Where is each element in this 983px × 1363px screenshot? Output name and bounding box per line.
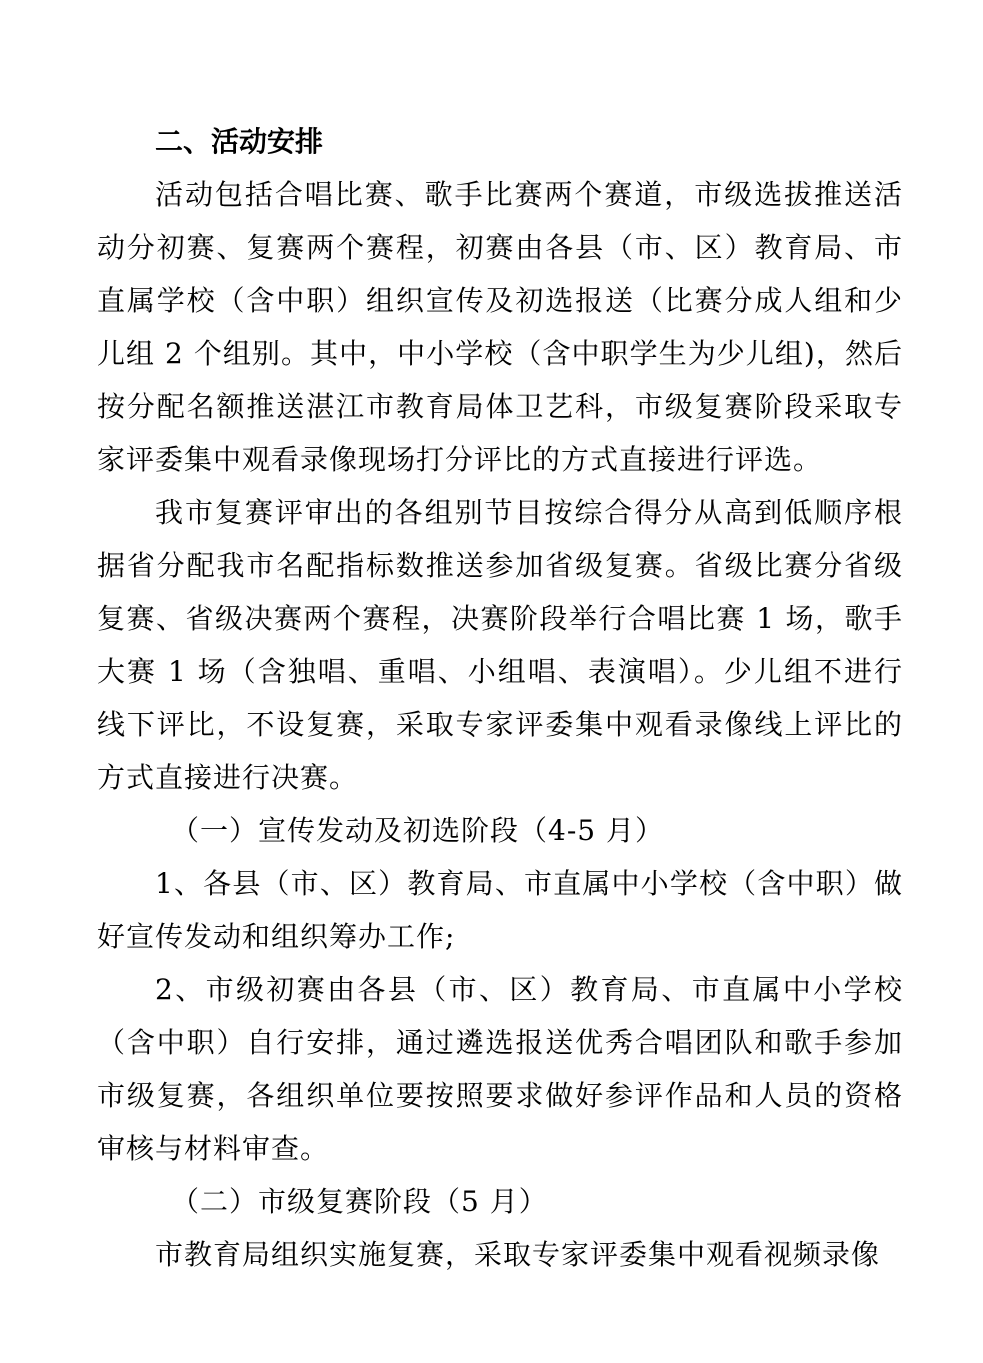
document-body [97,115,903,1281]
section-heading: 二、活动安排 [155,125,324,158]
subheading-promotion-stage: （一）宣传发动及初选阶段（4-5 月） [171,814,664,847]
paragraph-provincial-selection: 我市复赛评审出的各组别节目按综合得分从高到低顺序根据省分配我市名配指标数推送参加省级复赛。省级比赛分省级复赛、省级决赛两个赛程，决赛阶段举行合唱比赛 1 场，歌手大赛 1 场（含独唱、重唱、小组唱、表演唱）。少儿组不进行线下评比，不设复赛，采取专家评委集中观看录像线上评比的方式直接进行决赛。 [97,496,903,794]
paragraph-activity-overview: 活动包括合唱比赛、歌手比赛两个赛道，市级选拔推送活动分初赛、复赛两个赛程，初赛由各县（市、区）教育局、市直属学校（含中职）组织宣传及初选报送（比赛分成人组和少儿组 2 个组别。其中，中小学校（含中职学生为少儿组)，然后按分配名额推送湛江市教育局体卫艺科，市级复赛阶段采取专家评委集中观看录像现场打分评比的方式直接进行评选。 [97,178,903,476]
paragraph-semifinal-implementation: 市教育局组织实施复赛，采取专家评委集中观看视频录像 [155,1238,881,1271]
subheading-city-semifinal: （二）市级复赛阶段（5 月） [171,1185,548,1218]
list-item-2: 2、市级初赛由各县（市、区）教育局、市直属中小学校（含中职）自行安排，通过遴选报送优秀合唱团队和歌手参加市级复赛，各组织单位要按照要求做好参评作品和人员的资格审核与材料审查。 [97,973,903,1165]
list-item-1: 1、各县（市、区）教育局、市直属中小学校（含中职）做好宣传发动和组织筹办工作; [97,867,903,953]
